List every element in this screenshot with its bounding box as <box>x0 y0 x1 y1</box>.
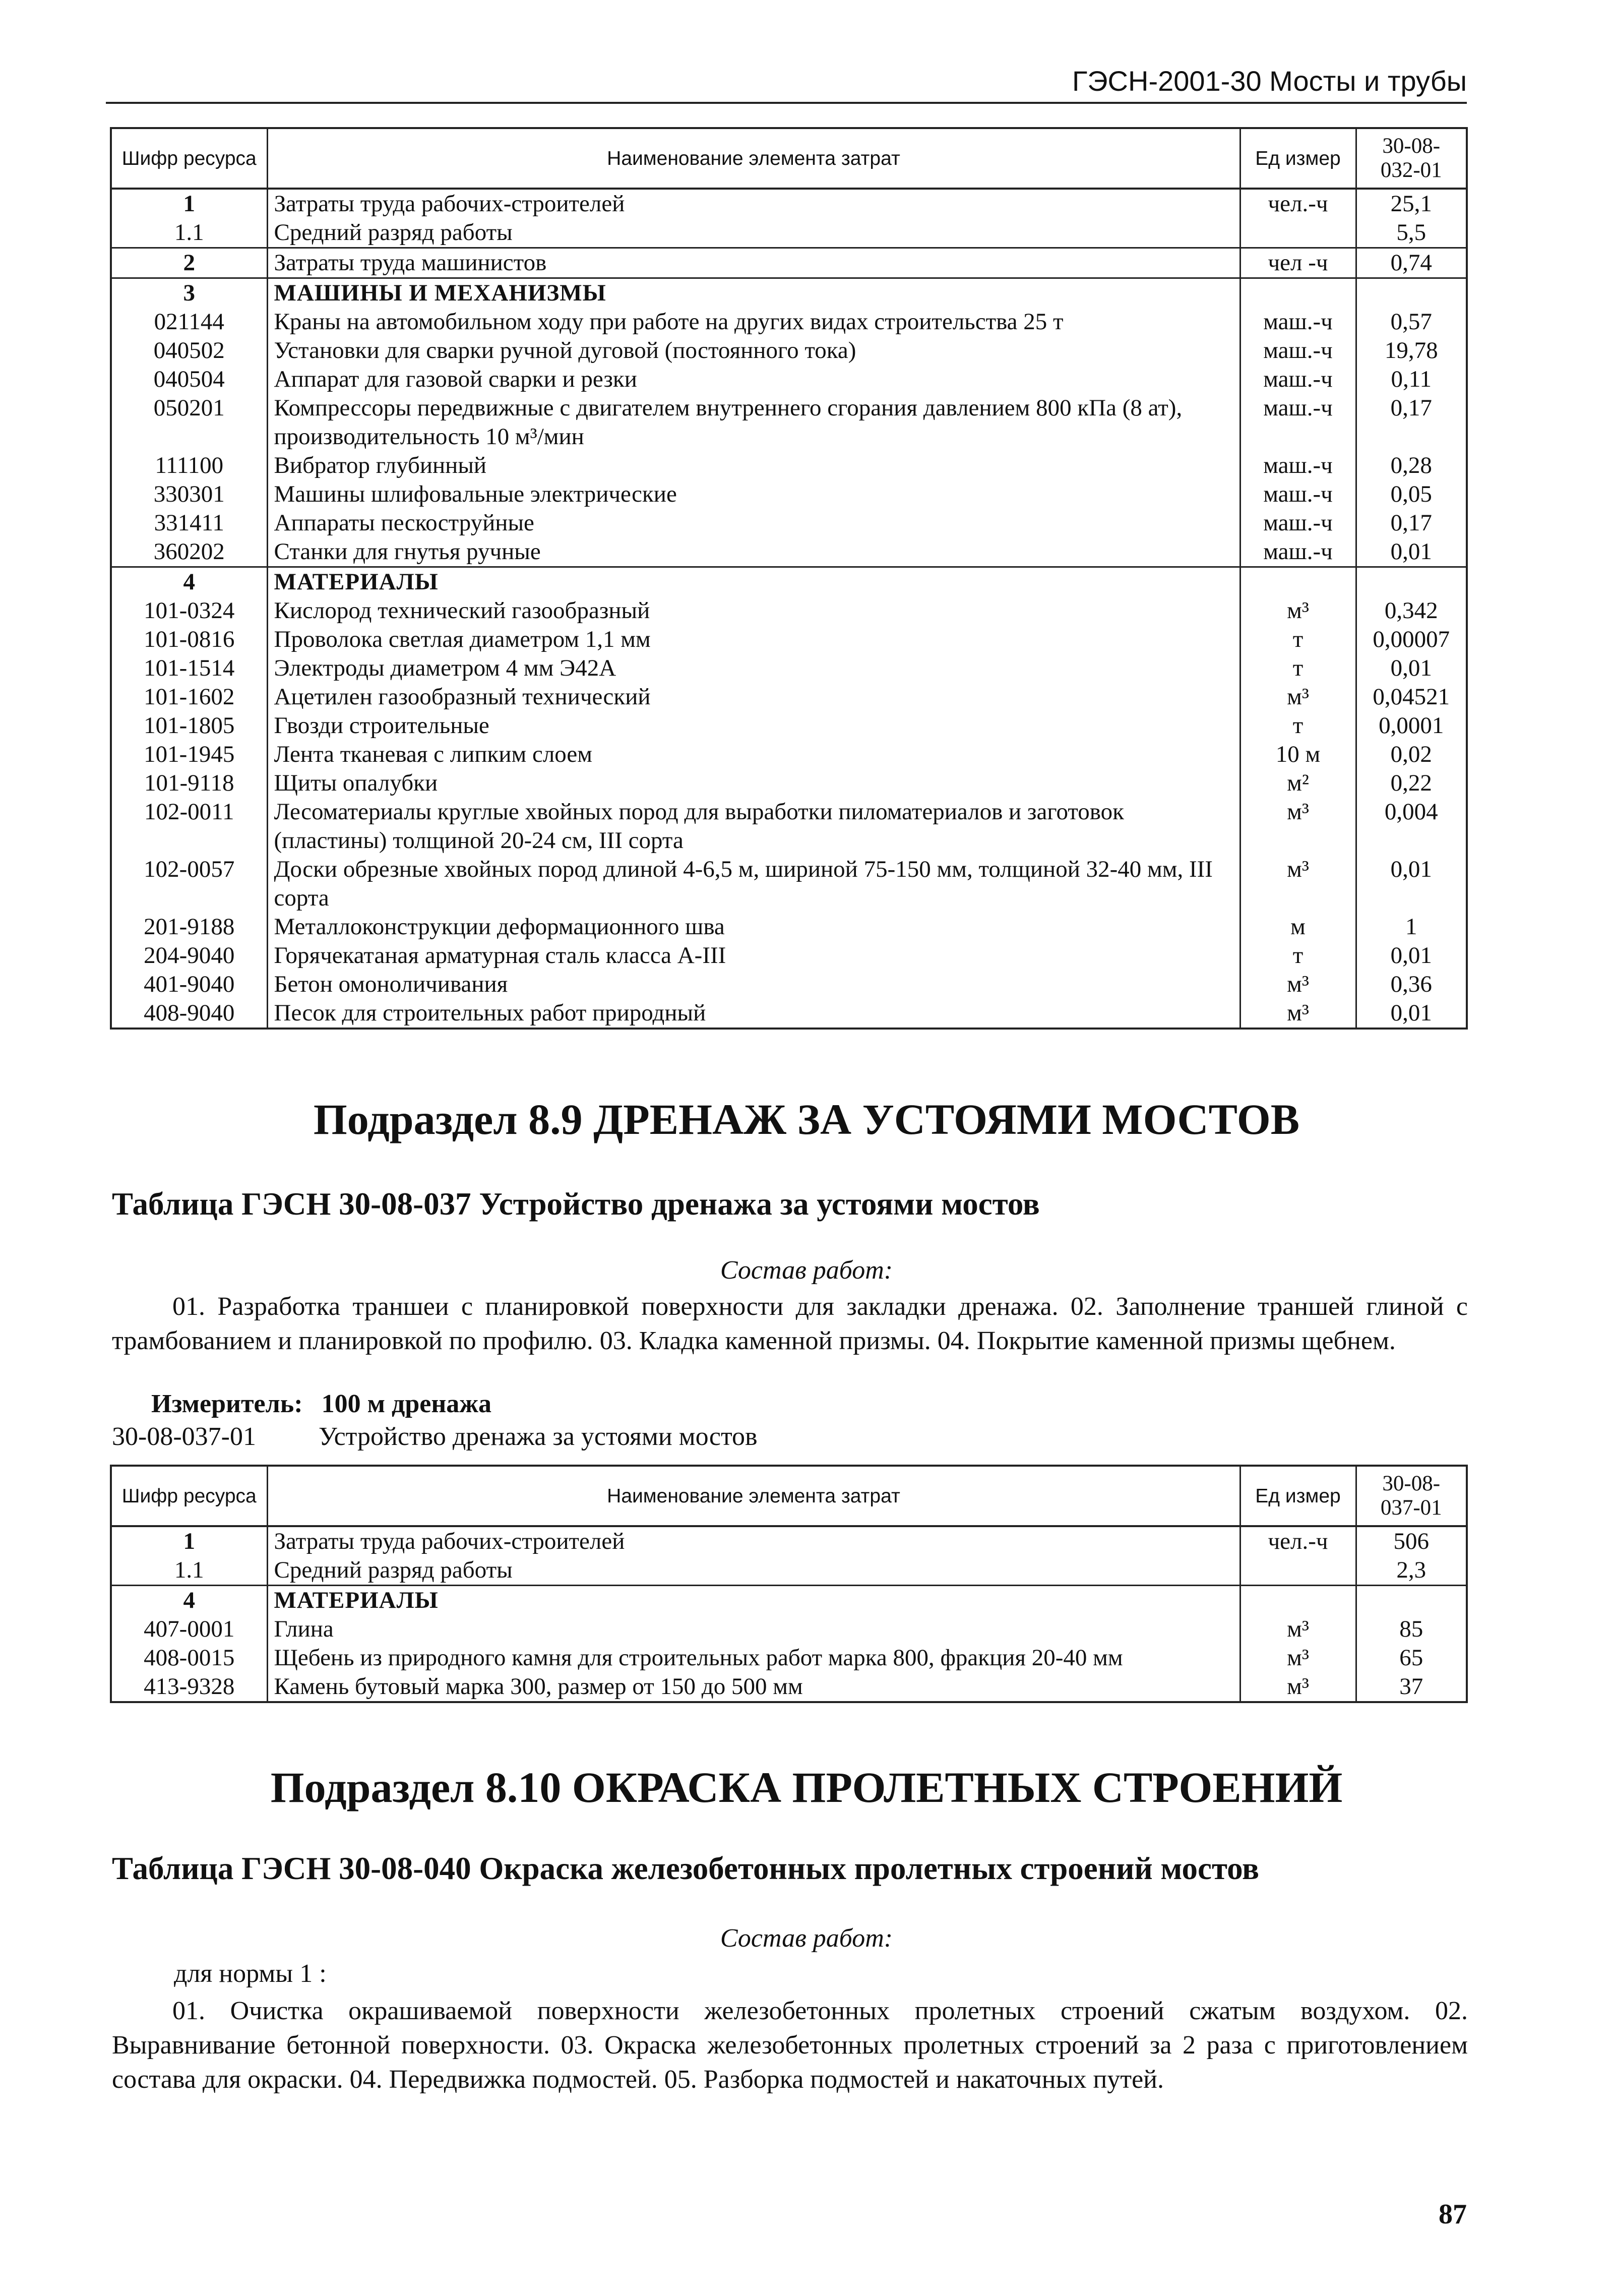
cell-unit <box>1240 1556 1356 1586</box>
cell-code: 413-9328 <box>111 1672 267 1702</box>
cell-name: Затраты труда рабочих-строителей <box>267 1526 1240 1556</box>
column-header-code: Шифр ресурса <box>111 1466 267 1526</box>
cell-value: 25,1 <box>1356 189 1467 218</box>
cell-unit: маш.-ч <box>1240 451 1356 480</box>
column-header-norm: 30-08-037-01 <box>1356 1466 1467 1526</box>
cell-value: 0,36 <box>1356 970 1467 999</box>
table-row <box>111 1526 1467 1556</box>
cell-unit: м³ <box>1240 855 1356 913</box>
table-row <box>111 218 1467 248</box>
norm-line <box>112 1422 758 1452</box>
works-text: 01. Очистка окрашиваемой поверхности железобетонных пролетных строений сжатым воздухом. 02. Выравнивание бетонной поверхности. 03. Окраска железобетонных пролетных строений за 2 раза с приготовлением состава для окраски. 04. Передвижка подмостей. 05. Разборка подмостей и накаточных путей. <box>112 1997 1468 2094</box>
meter-value: 100 м дренажа <box>321 1389 491 1418</box>
cell-unit: чел.-ч <box>1240 189 1356 218</box>
cell-value <box>1356 1586 1467 1615</box>
cell-value: 0,00007 <box>1356 625 1467 654</box>
cell-code: 201-9188 <box>111 913 267 941</box>
cell-name: Компрессоры передвижные с двигателем внутреннего сгорания давлением 800 кПа (8 ат), производительность 10 м³/мин <box>267 394 1240 451</box>
cell-name: Кислород технический газообразный <box>267 596 1240 625</box>
cell-name: Металлоконструкции деформационного шва <box>267 913 1240 941</box>
cell-unit: м³ <box>1240 970 1356 999</box>
cell-value: 0,74 <box>1356 248 1467 278</box>
cell-unit: маш.-ч <box>1240 365 1356 394</box>
cell-name: Машины шлифовальные электрические <box>267 480 1240 509</box>
cell-unit: т <box>1240 711 1356 740</box>
cell-unit: м³ <box>1240 683 1356 711</box>
cell-value: 0,04521 <box>1356 683 1467 711</box>
column-header-name: Наименование элемента затрат <box>267 1466 1240 1526</box>
table-row <box>111 1644 1467 1672</box>
cell-code: 331411 <box>111 509 267 537</box>
table-section-row <box>111 567 1467 597</box>
cell-code: 101-0816 <box>111 625 267 654</box>
cell-code: 1.1 <box>111 1556 267 1586</box>
cell-unit <box>1240 278 1356 308</box>
page-number: 87 <box>1439 2199 1467 2230</box>
cell-value: 506 <box>1356 1526 1467 1556</box>
norm-label: для нормы 1 : <box>174 1959 327 1988</box>
cell-unit: т <box>1240 941 1356 970</box>
cell-value: 19,78 <box>1356 336 1467 365</box>
cell-name: МАШИНЫ И МЕХАНИЗМЫ <box>267 278 1240 308</box>
cell-value: 0,11 <box>1356 365 1467 394</box>
cell-unit: маш.-ч <box>1240 336 1356 365</box>
cell-unit: м³ <box>1240 798 1356 855</box>
cell-value: 0,28 <box>1356 451 1467 480</box>
cell-value: 0,01 <box>1356 855 1467 913</box>
cell-unit: чел -ч <box>1240 248 1356 278</box>
cell-name: Аппараты пескоструйные <box>267 509 1240 537</box>
cell-value: 2,3 <box>1356 1556 1467 1586</box>
table-row <box>111 970 1467 999</box>
cell-value: 0,17 <box>1356 394 1467 451</box>
cell-value: 0,57 <box>1356 308 1467 336</box>
cell-code: 101-0324 <box>111 596 267 625</box>
cell-code: 4 <box>111 1586 267 1615</box>
table-row <box>111 1556 1467 1586</box>
works-text: 01. Разработка траншеи с планировкой поверхности для закладки дренажа. 02. Заполнение траншей глиной с трамбованием и планировкой по профилю. 03. Кладка каменной призмы. 04. Покрытие каменной призмы щебнем. <box>112 1292 1468 1355</box>
column-header-unit: Ед измер <box>1240 1466 1356 1526</box>
cell-code: 1 <box>111 1526 267 1556</box>
cell-code: 204-9040 <box>111 941 267 970</box>
cell-name: Песок для строительных работ природный <box>267 999 1240 1029</box>
table-body <box>111 189 1467 1029</box>
cell-code: 408-0015 <box>111 1644 267 1672</box>
cell-name: Аппарат для газовой сварки и резки <box>267 365 1240 394</box>
cell-name: Ацетилен газообразный технический <box>267 683 1240 711</box>
subsection-title: Подраздел 8.9 ДРЕНАЖ ЗА УСТОЯМИ МОСТОВ <box>313 1095 1300 1143</box>
cell-unit: т <box>1240 625 1356 654</box>
cell-unit: м <box>1240 913 1356 941</box>
table-row <box>111 941 1467 970</box>
cell-name: Электроды диаметром 4 мм Э42А <box>267 654 1240 683</box>
cell-unit: м³ <box>1240 1615 1356 1644</box>
cell-name: Гвозди строительные <box>267 711 1240 740</box>
table-row <box>111 394 1467 451</box>
meter-label: Измеритель: <box>151 1389 303 1418</box>
cell-value: 0,01 <box>1356 654 1467 683</box>
table-title: Таблица ГЭСН 30-08-040 Окраска железобетонных пролетных строений мостов <box>112 1851 1260 1886</box>
cell-name: Щебень из природного камня для строительных работ марка 800, фракция 20-40 мм <box>267 1644 1240 1672</box>
cell-code: 1.1 <box>111 218 267 248</box>
cell-code: 1 <box>111 189 267 218</box>
meter-line <box>151 1389 491 1419</box>
cell-value: 37 <box>1356 1672 1467 1702</box>
table-row <box>111 855 1467 913</box>
cell-unit: маш.-ч <box>1240 308 1356 336</box>
cell-value: 85 <box>1356 1615 1467 1644</box>
cell-code: 101-1514 <box>111 654 267 683</box>
table-section-row <box>111 278 1467 308</box>
cell-code: 101-9118 <box>111 769 267 798</box>
norm-line-name: Устройство дренажа за устоями мостов <box>319 1422 758 1451</box>
cell-name: МАТЕРИАЛЫ <box>267 567 1240 597</box>
table-title: Таблица ГЭСН 30-08-037 Устройство дренажа за устоями мостов <box>112 1186 1040 1222</box>
works-label: Состав работ: <box>720 1256 893 1285</box>
table-row <box>111 1615 1467 1644</box>
cell-value: 1 <box>1356 913 1467 941</box>
cell-value: 0,17 <box>1356 509 1467 537</box>
cell-unit <box>1240 567 1356 597</box>
table-row <box>111 308 1467 336</box>
cell-code: 111100 <box>111 451 267 480</box>
column-header-code: Шифр ресурса <box>111 128 267 189</box>
table-row <box>111 537 1467 567</box>
table-row <box>111 336 1467 365</box>
column-header-name: Наименование элемента затрат <box>267 128 1240 189</box>
cell-value: 0,004 <box>1356 798 1467 855</box>
cell-unit: маш.-ч <box>1240 537 1356 567</box>
cell-name: Затраты труда рабочих-строителей <box>267 189 1240 218</box>
cell-unit: маш.-ч <box>1240 394 1356 451</box>
table-row <box>111 625 1467 654</box>
cell-code: 101-1602 <box>111 683 267 711</box>
cell-unit: чел.-ч <box>1240 1526 1356 1556</box>
column-header-norm: 30-08-032-01 <box>1356 128 1467 189</box>
table-row <box>111 711 1467 740</box>
table-row <box>111 1672 1467 1702</box>
table-section-row <box>111 1586 1467 1615</box>
cell-name: Щиты опалубки <box>267 769 1240 798</box>
cell-name: Камень бутовый марка 300, размер от 150 до 500 мм <box>267 1672 1240 1702</box>
norm-line-code: 30-08-037-01 <box>112 1422 256 1451</box>
table-row <box>111 654 1467 683</box>
cell-code: 101-1805 <box>111 711 267 740</box>
cell-value: 5,5 <box>1356 218 1467 248</box>
cell-name: Вибратор глубинный <box>267 451 1240 480</box>
cell-unit: маш.-ч <box>1240 480 1356 509</box>
cell-unit <box>1240 1586 1356 1615</box>
table-row <box>111 769 1467 798</box>
cell-code: 407-0001 <box>111 1615 267 1644</box>
cell-code: 040502 <box>111 336 267 365</box>
table-row <box>111 189 1467 218</box>
cell-code: 101-1945 <box>111 740 267 769</box>
cell-name: Установки для сварки ручной дуговой (постоянного тока) <box>267 336 1240 365</box>
cell-unit: м³ <box>1240 1672 1356 1702</box>
cell-code: 401-9040 <box>111 970 267 999</box>
cell-value: 0,342 <box>1356 596 1467 625</box>
cell-value: 0,01 <box>1356 941 1467 970</box>
cell-name: МАТЕРИАЛЫ <box>267 1586 1240 1615</box>
table-row <box>111 913 1467 941</box>
cell-unit: 10 м <box>1240 740 1356 769</box>
cell-name: Бетон омоноличивания <box>267 970 1240 999</box>
cell-value <box>1356 278 1467 308</box>
cell-code: 4 <box>111 567 267 597</box>
cell-name: Лента тканевая с липким слоем <box>267 740 1240 769</box>
cell-code: 2 <box>111 248 267 278</box>
table-row <box>111 451 1467 480</box>
table-row <box>111 740 1467 769</box>
column-header-unit: Ед измер <box>1240 128 1356 189</box>
cell-name: Краны на автомобильном ходу при работе на других видах строительства 25 т <box>267 308 1240 336</box>
cell-unit: м³ <box>1240 999 1356 1029</box>
works-label: Состав работ: <box>720 1924 893 1953</box>
cell-code: 102-0057 <box>111 855 267 913</box>
cell-value: 0,0001 <box>1356 711 1467 740</box>
cell-code: 040504 <box>111 365 267 394</box>
cell-name: Доски обрезные хвойных пород длиной 4-6,5 м, шириной 75-150 мм, толщиной 32-40 мм, III сорта <box>267 855 1240 913</box>
cell-value: 0,01 <box>1356 537 1467 567</box>
cell-name: Средний разряд работы <box>267 1556 1240 1586</box>
cell-name: Лесоматериалы круглые хвойных пород для выработки пиломатериалов и заготовок (пластины) толщиной 20-24 см, III сорта <box>267 798 1240 855</box>
cell-value: 0,02 <box>1356 740 1467 769</box>
cell-name: Средний разряд работы <box>267 218 1240 248</box>
table-row <box>111 509 1467 537</box>
cell-unit: м² <box>1240 769 1356 798</box>
table-row <box>111 798 1467 855</box>
cell-value: 0,05 <box>1356 480 1467 509</box>
resource-table-30-08-032 <box>110 127 1468 1030</box>
table-row <box>111 999 1467 1029</box>
cell-unit: маш.-ч <box>1240 509 1356 537</box>
cell-name: Станки для гнутья ручные <box>267 537 1240 567</box>
cell-unit: м³ <box>1240 1644 1356 1672</box>
table-row <box>111 683 1467 711</box>
cell-unit: м³ <box>1240 596 1356 625</box>
subsection-title: Подраздел 8.10 ОКРАСКА ПРОЛЕТНЫХ СТРОЕНИЙ <box>270 1763 1343 1811</box>
cell-name: Проволока светлая диаметром 1,1 мм <box>267 625 1240 654</box>
table-row <box>111 596 1467 625</box>
cell-value: 65 <box>1356 1644 1467 1672</box>
table-row <box>111 480 1467 509</box>
cell-code: 050201 <box>111 394 267 451</box>
cell-code: 360202 <box>111 537 267 567</box>
table-row <box>111 365 1467 394</box>
table-body <box>111 1526 1467 1702</box>
cell-name: Глина <box>267 1615 1240 1644</box>
cell-unit <box>1240 218 1356 248</box>
resource-table-30-08-037 <box>110 1465 1468 1703</box>
cell-value <box>1356 567 1467 597</box>
running-header: ГЭСН-2001-30 Мосты и трубы <box>1072 65 1467 97</box>
cell-code: 3 <box>111 278 267 308</box>
cell-code: 330301 <box>111 480 267 509</box>
cell-name: Затраты труда машинистов <box>267 248 1240 278</box>
cell-name: Горячекатаная арматурная сталь класса А-III <box>267 941 1240 970</box>
cell-value: 0,01 <box>1356 999 1467 1029</box>
cell-code: 408-9040 <box>111 999 267 1029</box>
cell-code: 102-0011 <box>111 798 267 855</box>
cell-value: 0,22 <box>1356 769 1467 798</box>
cell-code: 021144 <box>111 308 267 336</box>
table-row <box>111 248 1467 278</box>
header-rule <box>106 102 1467 104</box>
cell-unit: т <box>1240 654 1356 683</box>
